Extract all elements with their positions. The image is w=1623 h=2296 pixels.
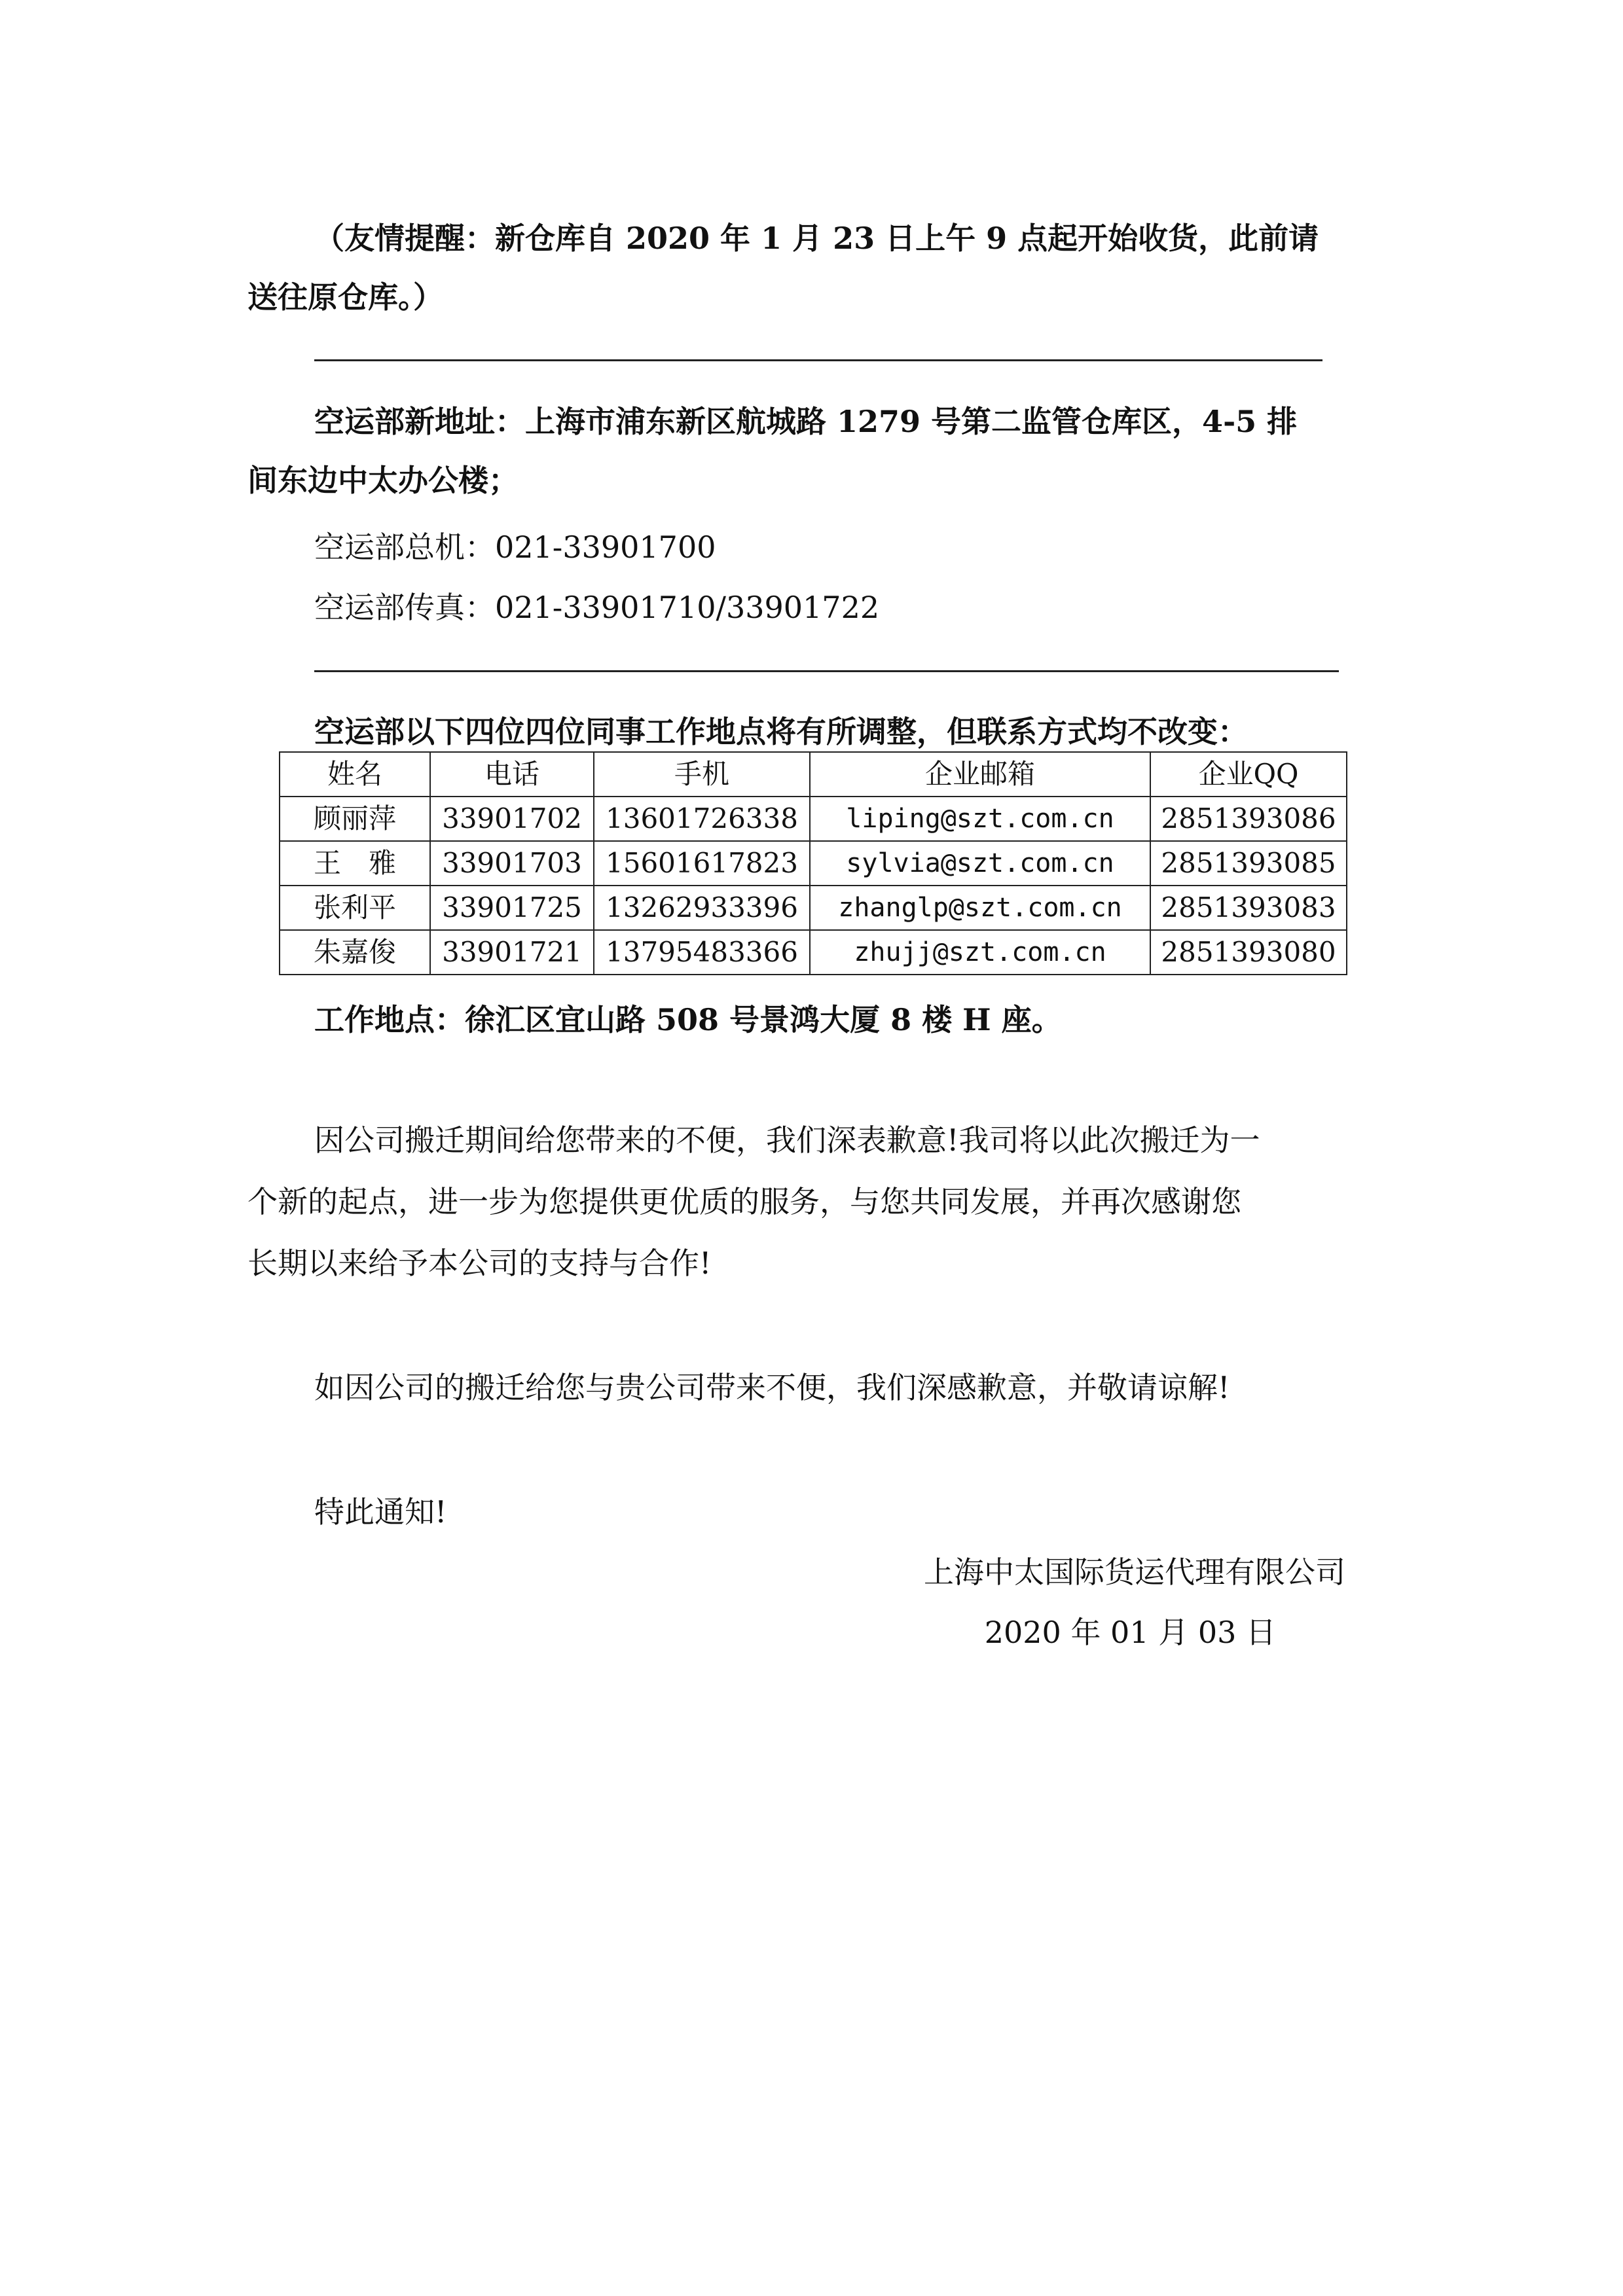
reminder-line-2: 送往原仓库。） — [247, 279, 443, 315]
cell-phone: 33901721 — [430, 930, 594, 975]
table-header-row — [280, 752, 1347, 797]
cell-qq: 2851393083 — [1150, 886, 1347, 930]
cell-qq: 2851393086 — [1150, 797, 1347, 841]
air-dept-phone: 空运部总机：021-33901700 — [314, 529, 716, 565]
cell-email: sylvia@szt.com.cn — [810, 841, 1150, 886]
apology-line-2: 个新的起点，进一步为您提供更优质的服务，与您共同发展，并再次感谢您 — [247, 1184, 1241, 1219]
cell-phone: 33901702 — [430, 797, 594, 841]
contacts-table — [279, 751, 1347, 975]
cell-name: 王 雅 — [280, 841, 430, 886]
table-row — [280, 886, 1347, 930]
staff-notice: 空运部以下四位四位同事工作地点将有所调整，但联系方式均不改变： — [314, 714, 1248, 749]
header-name: 姓名 — [280, 752, 430, 797]
cell-email: liping@szt.com.cn — [810, 797, 1150, 841]
cell-name: 顾丽萍 — [280, 797, 430, 841]
cell-email: zhujj@szt.com.cn — [810, 930, 1150, 975]
cell-qq: 2851393085 — [1150, 841, 1347, 886]
cell-email: zhanglp@szt.com.cn — [810, 886, 1150, 930]
signature-company: 上海中太国际货运代理有限公司 — [924, 1554, 1345, 1590]
table-row — [280, 797, 1347, 841]
header-email: 企业邮箱 — [810, 752, 1150, 797]
work-location: 工作地点：徐汇区宜山路 508 号景鸿大厦 8 楼 H 座。 — [314, 1002, 1062, 1037]
table-row — [280, 841, 1347, 886]
cell-name: 朱嘉俊 — [280, 930, 430, 975]
cell-mobile: 15601617823 — [594, 841, 810, 886]
closing-text: 特此通知! — [314, 1494, 447, 1530]
cell-phone: 33901725 — [430, 886, 594, 930]
cell-name: 张利平 — [280, 886, 430, 930]
apology-2: 如因公司的搬迁给您与贵公司带来不便，我们深感歉意，并敬请谅解! — [314, 1370, 1230, 1405]
signature-date: 2020 年 01 月 03 日 — [984, 1615, 1276, 1650]
cell-mobile: 13601726338 — [594, 797, 810, 841]
apology-line-3: 长期以来给予本公司的支持与合作! — [247, 1246, 712, 1281]
apology-line-1: 因公司搬迁期间给您带来的不便，我们深表歉意!我司将以此次搬迁为一 — [314, 1122, 1260, 1158]
table-row — [280, 930, 1347, 975]
air-dept-fax: 空运部传真：021-33901710/33901722 — [314, 590, 880, 625]
cell-phone: 33901703 — [430, 841, 594, 886]
cell-mobile: 13262933396 — [594, 886, 810, 930]
cell-qq: 2851393080 — [1150, 930, 1347, 975]
cell-mobile: 13795483366 — [594, 930, 810, 975]
header-phone: 电话 — [430, 752, 594, 797]
header-qq: 企业QQ — [1150, 752, 1347, 797]
air-dept-address-line-1: 空运部新地址：上海市浦东新区航城路 1279 号第二监管仓库区，4-5 排 — [314, 404, 1298, 439]
air-dept-address-line-2: 间东边中太办公楼； — [247, 463, 519, 498]
reminder-line-1: （友情提醒：新仓库自 2020 年 1 月 23 日上午 9 点起开始收货，此前请 — [314, 221, 1319, 256]
separator-line — [314, 670, 1339, 672]
separator-line — [314, 359, 1322, 361]
header-mobile: 手机 — [594, 752, 810, 797]
